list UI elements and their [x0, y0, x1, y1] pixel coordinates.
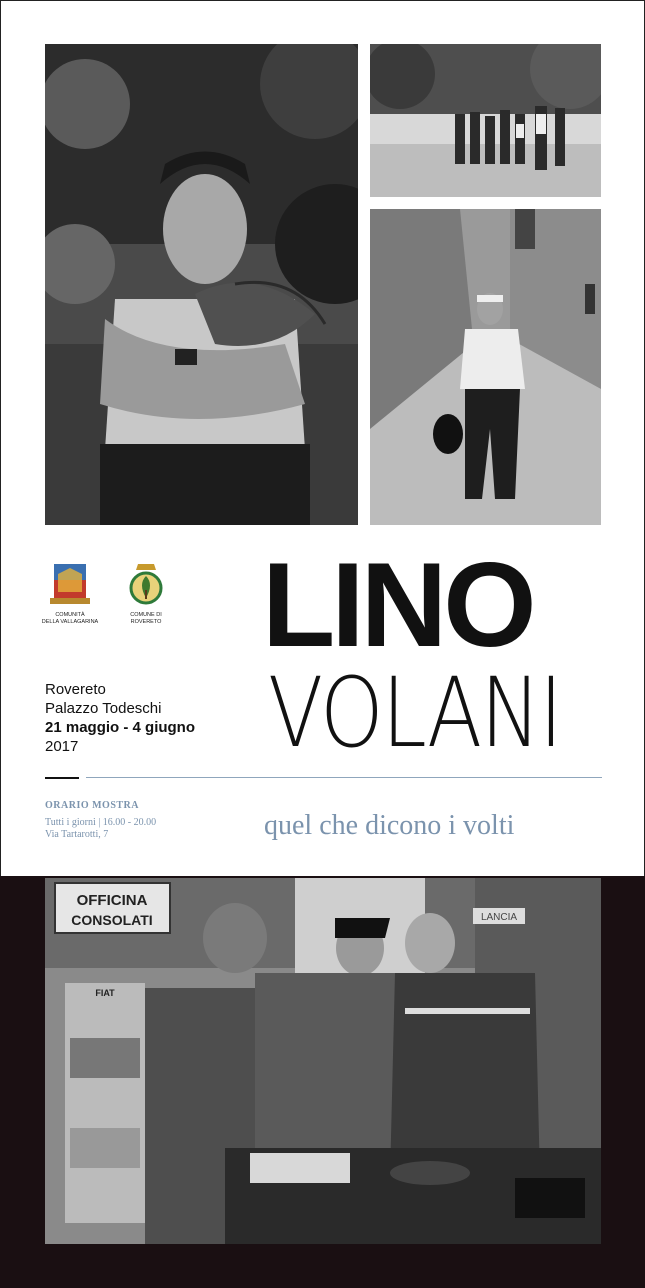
venue-dates: 21 maggio - 4 giugno — [45, 719, 196, 736]
vallagarina-caption-line1: COMUNITÀ — [55, 612, 85, 618]
rovereto-caption — [118, 612, 174, 625]
rovereto-logo — [118, 562, 174, 625]
vallagarina-logo — [40, 562, 100, 625]
exhibition-subtitle: quel che dicono i volti — [264, 810, 515, 841]
artist-first-name: LINO — [262, 538, 533, 672]
street-walker-photo — [370, 209, 601, 525]
divider-long — [86, 777, 602, 778]
vallagarina-caption-line2: DELLA VALLAGARINA — [41, 618, 99, 625]
rovereto-caption-line2: ROVERETO — [130, 618, 162, 625]
lancia-sign: LANCIA — [480, 912, 518, 923]
vallagarina-crest-icon — [50, 562, 90, 608]
farmer-portrait-photo — [45, 44, 358, 525]
hours-title: ORARIO MOSTRA — [45, 800, 140, 811]
venue-city: Rovereto — [45, 681, 106, 698]
venue-info — [45, 680, 195, 756]
venue-place: Palazzo Todeschi — [45, 700, 162, 717]
hours-schedule: Tutti i giorni | 16.00 - 20.00 — [45, 817, 157, 828]
officina-sign-line1: OFFICINA — [76, 892, 148, 909]
artist-last-name: VOLANI — [268, 657, 562, 769]
rovereto-caption-line1: COMUNE DI — [130, 612, 162, 618]
vallagarina-caption — [40, 612, 100, 625]
hours-address: Via Tartarotti, 7 — [45, 829, 109, 840]
workshop-mechanics-photo — [45, 878, 601, 1244]
venue-year: 2017 — [45, 738, 79, 755]
fiat-sign: FIAT — [95, 988, 115, 998]
opening-hours — [45, 800, 156, 841]
officina-sign-line2: CONSOLATI — [71, 912, 153, 928]
vineyard-group-photo — [370, 44, 601, 197]
rovereto-crest-icon — [126, 562, 166, 608]
divider-short — [45, 777, 79, 779]
